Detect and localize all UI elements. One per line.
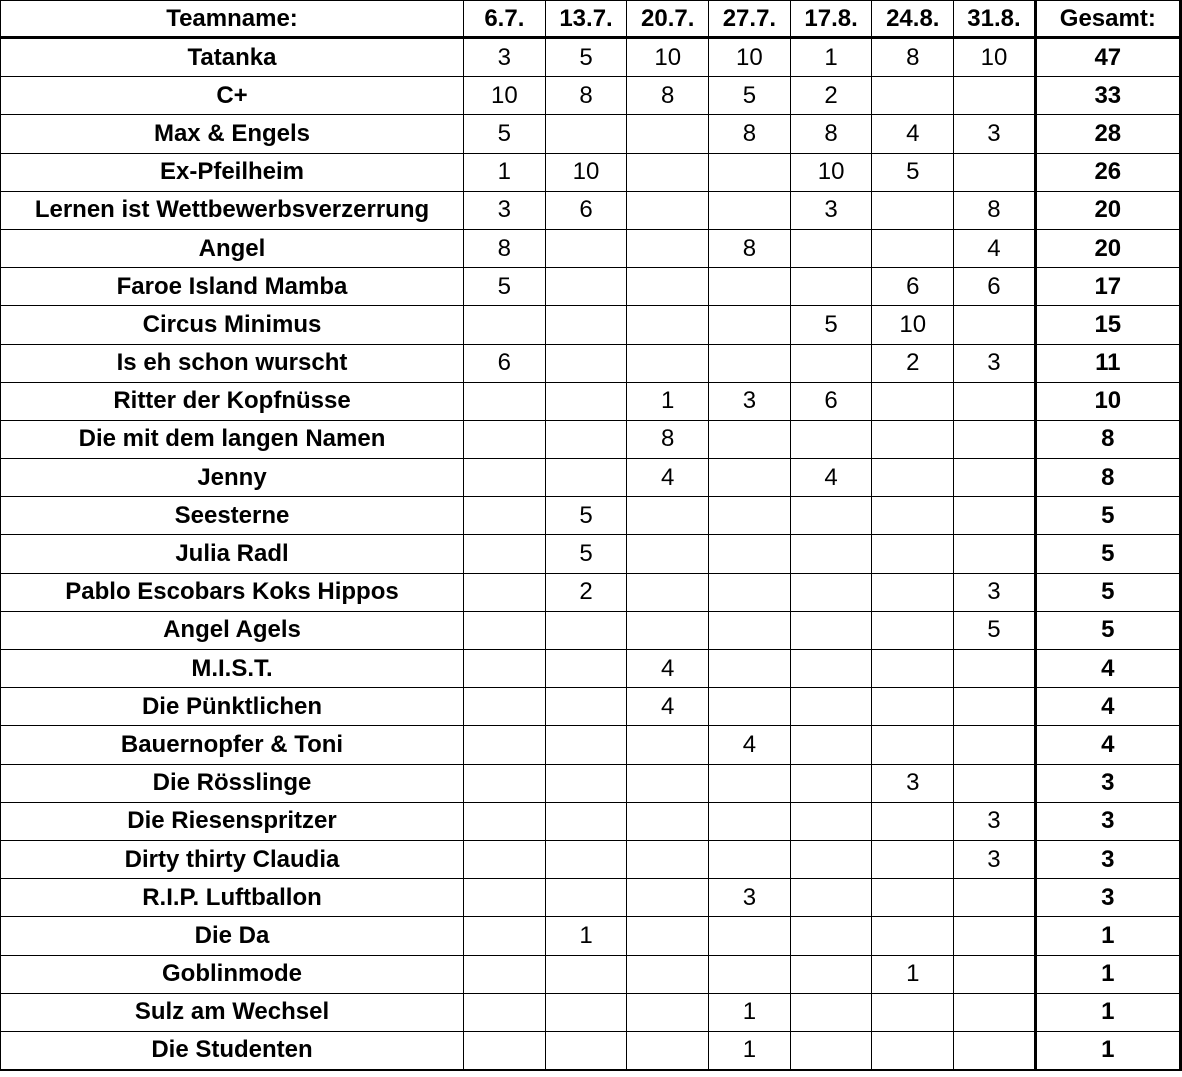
score-cell [954,497,1036,535]
total-cell: 8 [1035,459,1180,497]
score-cell [790,726,872,764]
table-row [1,993,1181,1031]
score-cell [709,611,791,649]
score-cell [954,420,1036,458]
score-cell [790,688,872,726]
score-cell [545,726,627,764]
score-cell: 3 [954,115,1036,153]
score-cell [790,420,872,458]
score-cell [709,955,791,993]
total-cell: 10 [1035,382,1180,420]
score-cell [954,1031,1036,1070]
score-cell: 1 [790,38,872,77]
score-cell: 1 [872,955,954,993]
header-date: 13.7. [545,1,627,38]
score-cell [627,764,709,802]
table-row [1,955,1181,993]
score-cell: 8 [709,229,791,267]
header-total: Gesamt: [1035,1,1180,38]
score-cell [464,611,546,649]
score-cell [790,344,872,382]
score-cell [627,840,709,878]
score-cell: 4 [709,726,791,764]
score-cell [627,802,709,840]
score-cell [954,955,1036,993]
score-cell [709,420,791,458]
score-cell: 1 [709,993,791,1031]
score-cell [709,802,791,840]
score-cell [709,191,791,229]
score-cell: 8 [545,77,627,115]
score-cell [872,688,954,726]
score-cell [790,535,872,573]
score-cell [954,879,1036,917]
score-cell [464,879,546,917]
score-cell [790,1031,872,1070]
team-name-cell: Die mit dem langen Namen [1,420,464,458]
score-cell [872,77,954,115]
score-cell [627,191,709,229]
score-cell: 4 [790,459,872,497]
score-cell [627,344,709,382]
total-cell: 15 [1035,306,1180,344]
table-row [1,229,1181,267]
score-cell: 6 [872,268,954,306]
team-name-cell: Lernen ist Wettbewerbsverzerrung [1,191,464,229]
score-cell [954,306,1036,344]
table-row [1,764,1181,802]
score-cell [545,382,627,420]
score-cell [872,879,954,917]
score-cell [627,306,709,344]
score-cell: 3 [464,191,546,229]
team-name-cell: C+ [1,77,464,115]
header-teamname: Teamname: [1,1,464,38]
score-cell: 6 [954,268,1036,306]
score-cell [954,77,1036,115]
score-cell [627,497,709,535]
score-cell: 10 [790,153,872,191]
total-cell: 20 [1035,229,1180,267]
score-cell [790,802,872,840]
score-cell: 5 [790,306,872,344]
total-cell: 3 [1035,802,1180,840]
header-date: 17.8. [790,1,872,38]
score-cell [872,382,954,420]
table-row [1,688,1181,726]
score-cell [709,573,791,611]
score-cell [627,726,709,764]
score-cell: 10 [872,306,954,344]
score-cell: 3 [954,840,1036,878]
header-date: 31.8. [954,1,1036,38]
header-date: 20.7. [627,1,709,38]
table-row [1,344,1181,382]
score-cell: 3 [709,879,791,917]
table-row [1,306,1181,344]
score-cell [872,459,954,497]
score-cell [464,840,546,878]
score-cell [627,115,709,153]
score-cell [464,1031,546,1070]
team-name-cell: M.I.S.T. [1,650,464,688]
table-row [1,611,1181,649]
total-cell: 4 [1035,688,1180,726]
score-cell [545,955,627,993]
team-name-cell: Die Riesenspritzer [1,802,464,840]
score-cell: 5 [464,115,546,153]
score-cell: 4 [627,688,709,726]
score-cell [790,764,872,802]
table-row [1,115,1181,153]
total-cell: 1 [1035,993,1180,1031]
score-cell [872,229,954,267]
score-cell [545,229,627,267]
score-cell [872,573,954,611]
score-cell [464,764,546,802]
score-cell [954,153,1036,191]
score-cell [872,993,954,1031]
score-cell [464,688,546,726]
score-cell [545,306,627,344]
score-cell [545,1031,627,1070]
table-row [1,459,1181,497]
score-cell [464,650,546,688]
score-cell [545,459,627,497]
score-cell [627,955,709,993]
score-cell [954,459,1036,497]
team-name-cell: Die Pünktlichen [1,688,464,726]
score-cell [872,1031,954,1070]
score-cell: 1 [709,1031,791,1070]
score-cell [954,650,1036,688]
score-cell: 4 [627,650,709,688]
score-cell [464,306,546,344]
score-cell [709,497,791,535]
score-cell: 5 [709,77,791,115]
score-cell [790,955,872,993]
table-header [1,1,1181,38]
table-row [1,650,1181,688]
score-cell [709,306,791,344]
total-cell: 3 [1035,879,1180,917]
score-cell [709,917,791,955]
total-cell: 4 [1035,650,1180,688]
score-cell [790,497,872,535]
total-cell: 3 [1035,840,1180,878]
score-cell [790,268,872,306]
score-cell: 2 [790,77,872,115]
table-row [1,153,1181,191]
score-cell: 10 [627,38,709,77]
total-cell: 5 [1035,497,1180,535]
score-cell [790,573,872,611]
score-cell: 3 [954,344,1036,382]
header-date: 6.7. [464,1,546,38]
score-cell: 6 [545,191,627,229]
score-cell: 3 [954,802,1036,840]
score-cell [709,153,791,191]
score-cell [627,611,709,649]
score-cell: 8 [954,191,1036,229]
score-cell: 4 [872,115,954,153]
team-name-cell: Angel Agels [1,611,464,649]
team-name-cell: Angel [1,229,464,267]
table-row [1,77,1181,115]
score-cell [790,229,872,267]
score-cell [872,917,954,955]
score-cell [872,535,954,573]
score-cell [627,268,709,306]
team-name-cell: Max & Engels [1,115,464,153]
score-cell: 3 [790,191,872,229]
score-cell [790,917,872,955]
total-cell: 1 [1035,917,1180,955]
score-cell [464,726,546,764]
score-cell [545,764,627,802]
total-cell: 26 [1035,153,1180,191]
team-name-cell: Die Da [1,917,464,955]
score-cell [709,650,791,688]
team-name-cell: Julia Radl [1,535,464,573]
header-date: 27.7. [709,1,791,38]
score-cell [545,879,627,917]
score-cell: 4 [627,459,709,497]
score-cell: 3 [464,38,546,77]
score-cell [872,497,954,535]
total-cell: 5 [1035,535,1180,573]
score-cell [872,726,954,764]
total-cell: 33 [1035,77,1180,115]
score-cell [872,802,954,840]
score-cell [872,191,954,229]
score-cell [954,764,1036,802]
header-date: 24.8. [872,1,954,38]
team-name-cell: Is eh schon wurscht [1,344,464,382]
score-cell: 6 [464,344,546,382]
score-cell [709,688,791,726]
score-cell [627,573,709,611]
score-cell [872,420,954,458]
score-cell [790,993,872,1031]
score-cell [464,420,546,458]
table-row [1,38,1181,77]
score-cell: 10 [954,38,1036,77]
score-cell [872,840,954,878]
total-cell: 17 [1035,268,1180,306]
score-cell [627,917,709,955]
score-cell: 8 [790,115,872,153]
score-cell [464,955,546,993]
team-name-cell: Die Rösslinge [1,764,464,802]
score-cell: 5 [872,153,954,191]
score-cell: 3 [954,573,1036,611]
table-row [1,191,1181,229]
total-cell: 3 [1035,764,1180,802]
score-cell [627,1031,709,1070]
score-cell [545,115,627,153]
score-cell [464,802,546,840]
table-row [1,802,1181,840]
score-cell [545,268,627,306]
score-cell: 1 [627,382,709,420]
table-row [1,420,1181,458]
score-cell: 5 [545,38,627,77]
team-name-cell: Ritter der Kopfnüsse [1,382,464,420]
total-cell: 8 [1035,420,1180,458]
score-cell [545,344,627,382]
score-cell [872,650,954,688]
score-cell [954,535,1036,573]
score-cell: 8 [872,38,954,77]
team-name-cell: Bauernopfer & Toni [1,726,464,764]
total-cell: 28 [1035,115,1180,153]
team-name-cell: Ex-Pfeilheim [1,153,464,191]
score-cell [790,650,872,688]
team-name-cell: Faroe Island Mamba [1,268,464,306]
table-row [1,840,1181,878]
score-cell: 5 [464,268,546,306]
table-body [1,38,1181,1071]
score-cell [790,611,872,649]
score-cell: 3 [709,382,791,420]
team-name-cell: Circus Minimus [1,306,464,344]
score-cell [954,382,1036,420]
score-cell: 5 [545,497,627,535]
score-cell [954,993,1036,1031]
table-row [1,497,1181,535]
score-cell: 2 [545,573,627,611]
team-name-cell: Goblinmode [1,955,464,993]
team-name-cell: Tatanka [1,38,464,77]
score-cell [709,459,791,497]
score-cell: 10 [545,153,627,191]
score-cell [464,535,546,573]
score-cell [545,420,627,458]
score-cell: 8 [464,229,546,267]
score-cell: 10 [464,77,546,115]
score-cell [545,688,627,726]
score-cell [545,611,627,649]
score-cell [709,344,791,382]
score-cell [464,573,546,611]
score-cell [627,879,709,917]
table-row [1,879,1181,917]
total-cell: 1 [1035,1031,1180,1070]
table-row [1,726,1181,764]
score-cell [545,650,627,688]
total-cell: 4 [1035,726,1180,764]
total-cell: 11 [1035,344,1180,382]
team-name-cell: Pablo Escobars Koks Hippos [1,573,464,611]
score-cell [627,229,709,267]
score-cell [709,268,791,306]
score-cell: 5 [545,535,627,573]
score-cell [627,993,709,1031]
table-row [1,917,1181,955]
score-cell: 1 [545,917,627,955]
score-cell [954,726,1036,764]
score-cell [464,993,546,1031]
score-cell [790,879,872,917]
score-cell [464,497,546,535]
score-cell [790,840,872,878]
score-cell [464,459,546,497]
score-cell: 8 [709,115,791,153]
table-row [1,382,1181,420]
score-cell: 1 [464,153,546,191]
total-cell: 5 [1035,573,1180,611]
team-name-cell: Sulz am Wechsel [1,993,464,1031]
score-cell [872,611,954,649]
table-row [1,535,1181,573]
total-cell: 5 [1035,611,1180,649]
score-cell: 6 [790,382,872,420]
score-cell: 3 [872,764,954,802]
score-cell [709,764,791,802]
score-cell [627,153,709,191]
score-cell [709,535,791,573]
total-cell: 47 [1035,38,1180,77]
score-cell [954,917,1036,955]
team-name-cell: Dirty thirty Claudia [1,840,464,878]
score-cell [545,993,627,1031]
table-row [1,268,1181,306]
score-cell: 4 [954,229,1036,267]
table-row [1,1031,1181,1070]
score-cell [709,840,791,878]
score-cell [464,917,546,955]
score-cell [545,802,627,840]
score-cell [545,840,627,878]
header-row [1,1,1181,38]
score-cell: 8 [627,420,709,458]
score-cell: 2 [872,344,954,382]
score-cell [954,688,1036,726]
total-cell: 20 [1035,191,1180,229]
score-cell: 8 [627,77,709,115]
team-name-cell: R.I.P. Luftballon [1,879,464,917]
table-row [1,573,1181,611]
total-cell: 1 [1035,955,1180,993]
score-cell: 10 [709,38,791,77]
score-cell: 5 [954,611,1036,649]
score-cell [464,382,546,420]
team-name-cell: Die Studenten [1,1031,464,1070]
team-name-cell: Seesterne [1,497,464,535]
team-name-cell: Jenny [1,459,464,497]
score-cell [627,535,709,573]
